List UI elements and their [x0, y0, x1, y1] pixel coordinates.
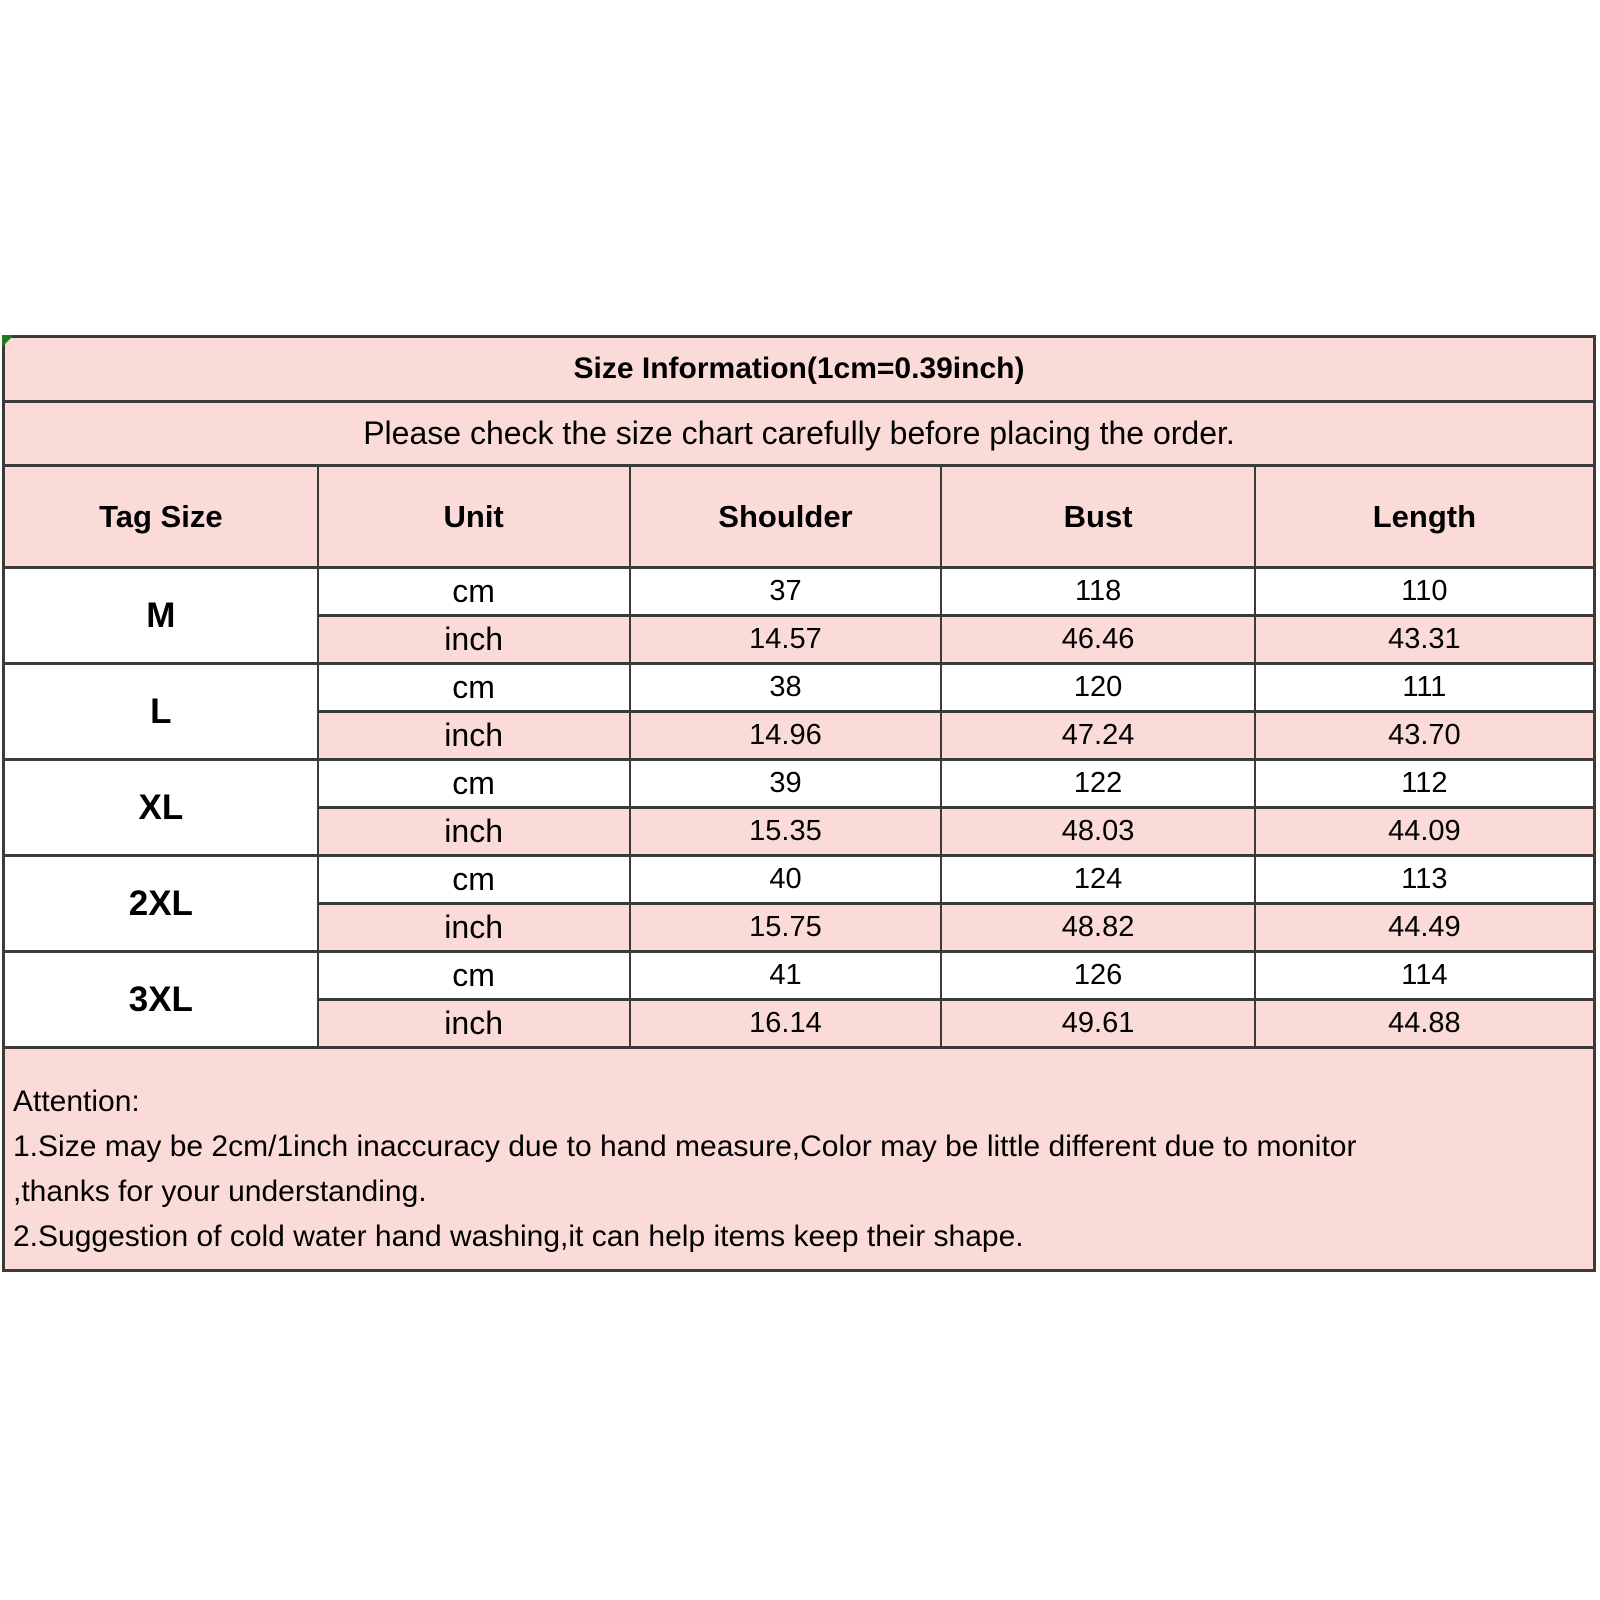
- length-cm-value: 114: [1255, 952, 1595, 1000]
- bust-cm-value: 118: [941, 568, 1254, 616]
- header-row: [4, 466, 1595, 568]
- tag-size-2xl: 2XL: [4, 856, 318, 952]
- table-title: Size Information(1cm=0.39inch): [4, 337, 1595, 402]
- attention-heading: Attention:: [13, 1085, 140, 1118]
- length-inch-value: 43.31: [1255, 616, 1595, 664]
- bust-inch-value: 49.61: [941, 1000, 1254, 1048]
- shoulder-inch-value: 15.75: [630, 904, 942, 952]
- table-row: [4, 760, 1595, 808]
- size-table: [2, 335, 1596, 1272]
- col-header-unit: Unit: [318, 466, 630, 568]
- length-cm-value: 111: [1255, 664, 1595, 712]
- shoulder-inch-value: 14.57: [630, 616, 942, 664]
- attention-note: [4, 1048, 1595, 1271]
- col-header-shoulder: Shoulder: [630, 466, 942, 568]
- length-inch-value: 44.09: [1255, 808, 1595, 856]
- shoulder-inch-value: 16.14: [630, 1000, 942, 1048]
- shoulder-cm-value: 41: [630, 952, 942, 1000]
- table-row: [4, 568, 1595, 616]
- shoulder-cm-value: 38: [630, 664, 942, 712]
- table-row: [4, 952, 1595, 1000]
- bust-cm-value: 122: [941, 760, 1254, 808]
- col-header-tag-size: Tag Size: [4, 466, 318, 568]
- bust-cm-value: 124: [941, 856, 1254, 904]
- attention-line-3: 2.Suggestion of cold water hand washing,it can help items keep their shape.: [13, 1220, 1024, 1253]
- size-chart: [2, 335, 1596, 1272]
- length-cm-value: 113: [1255, 856, 1595, 904]
- bust-inch-value: 48.03: [941, 808, 1254, 856]
- unit-inch-label: inch: [318, 712, 630, 760]
- shoulder-inch-value: 15.35: [630, 808, 942, 856]
- shoulder-inch-value: 14.96: [630, 712, 942, 760]
- unit-cm-label: cm: [318, 664, 630, 712]
- bust-inch-value: 47.24: [941, 712, 1254, 760]
- unit-inch-label: inch: [318, 808, 630, 856]
- col-header-length: Length: [1255, 466, 1595, 568]
- table-row: [4, 856, 1595, 904]
- tag-size-m: M: [4, 568, 318, 664]
- bust-inch-value: 46.46: [941, 616, 1254, 664]
- tag-size-xl: XL: [4, 760, 318, 856]
- bust-inch-value: 48.82: [941, 904, 1254, 952]
- length-inch-value: 44.49: [1255, 904, 1595, 952]
- bust-cm-value: 126: [941, 952, 1254, 1000]
- unit-cm-label: cm: [318, 760, 630, 808]
- table-subtitle: Please check the size chart carefully before placing the order.: [4, 402, 1595, 466]
- unit-cm-label: cm: [318, 952, 630, 1000]
- table-row: [4, 664, 1595, 712]
- col-header-bust: Bust: [941, 466, 1254, 568]
- unit-inch-label: inch: [318, 1000, 630, 1048]
- length-cm-value: 110: [1255, 568, 1595, 616]
- attention-line-2: ,thanks for your understanding.: [13, 1175, 427, 1208]
- length-cm-value: 112: [1255, 760, 1595, 808]
- unit-cm-label: cm: [318, 568, 630, 616]
- unit-inch-label: inch: [318, 904, 630, 952]
- tag-size-3xl: 3XL: [4, 952, 318, 1048]
- tag-size-l: L: [4, 664, 318, 760]
- shoulder-cm-value: 37: [630, 568, 942, 616]
- unit-cm-label: cm: [318, 856, 630, 904]
- length-inch-value: 43.70: [1255, 712, 1595, 760]
- attention-line-1: 1.Size may be 2cm/1inch inaccuracy due to hand measure,Color may be little different due to monitor: [13, 1130, 1357, 1163]
- unit-inch-label: inch: [318, 616, 630, 664]
- length-inch-value: 44.88: [1255, 1000, 1595, 1048]
- shoulder-cm-value: 40: [630, 856, 942, 904]
- corner-marker-triangle-icon: [2, 335, 14, 347]
- bust-cm-value: 120: [941, 664, 1254, 712]
- shoulder-cm-value: 39: [630, 760, 942, 808]
